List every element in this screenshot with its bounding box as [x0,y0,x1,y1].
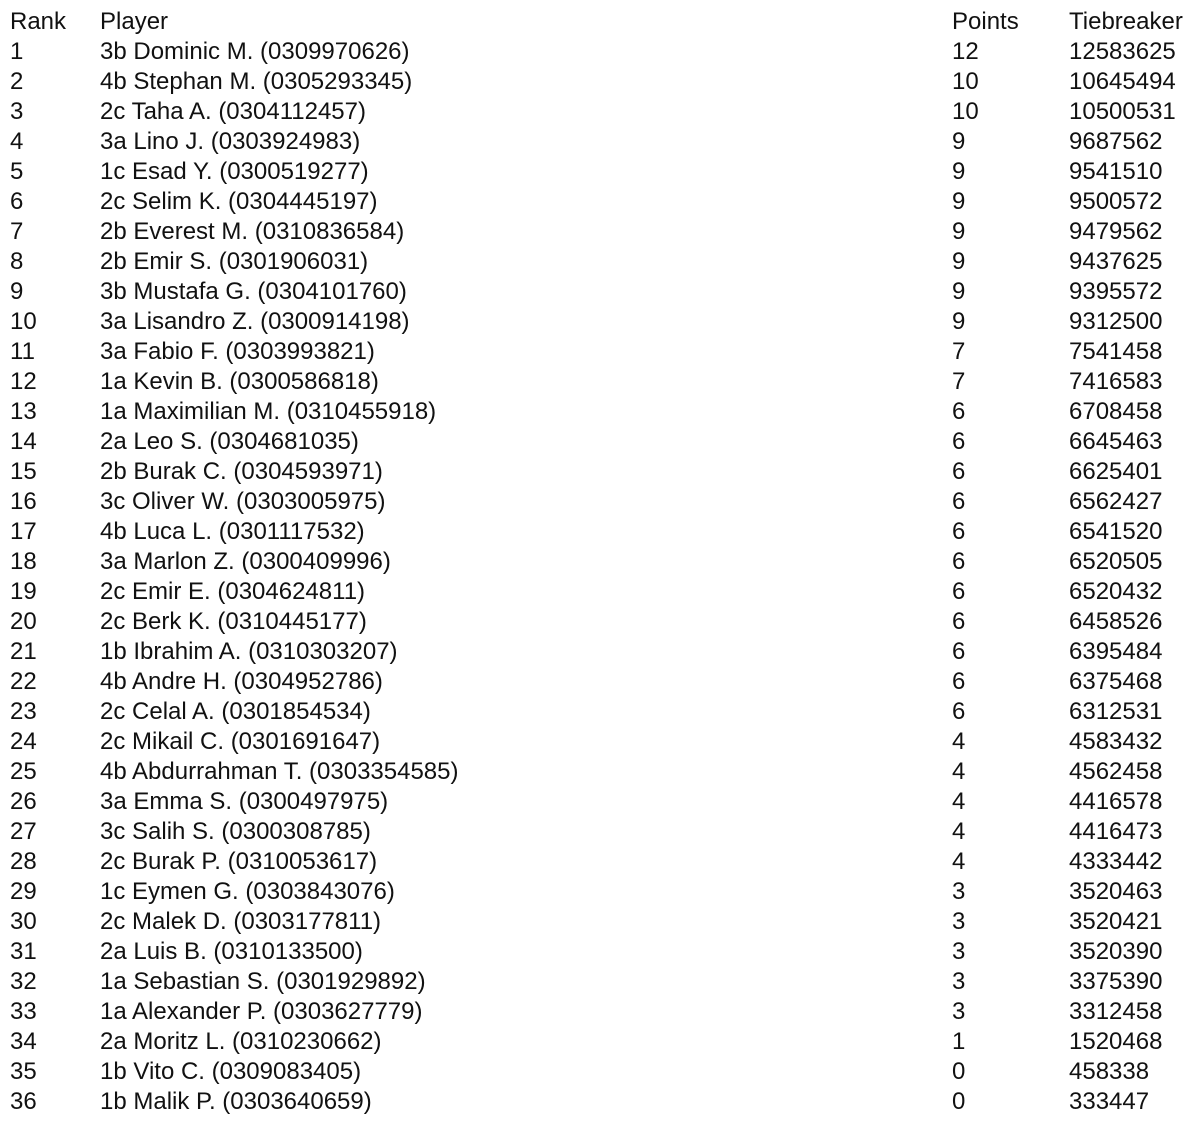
table-row [0,67,1200,97]
tiebreaker-cell: 3312458 [1069,998,1163,1025]
player-cell: 4b Andre H. (0304952786) [100,668,383,695]
tiebreaker-cell: 9500572 [1069,188,1163,215]
player-cell: 1a Alexander P. (0303627779) [100,998,423,1025]
points-cell: 6 [952,518,966,545]
table-row [0,877,1200,907]
tiebreaker-cell: 6395484 [1069,638,1163,665]
rank-cell: 25 [10,758,37,785]
table-row [0,217,1200,247]
table-row [0,787,1200,817]
player-cell: 1b Vito C. (0309083405) [100,1058,362,1085]
points-cell: 1 [952,1028,966,1055]
table-row [0,1087,1200,1117]
rank-cell: 10 [10,308,37,335]
table-row [0,487,1200,517]
points-cell: 4 [952,818,966,845]
points-cell: 9 [952,308,966,335]
points-cell: 3 [952,998,966,1025]
table-row [0,307,1200,337]
table-row [0,727,1200,757]
header-rank: Rank [10,8,67,35]
player-cell: 2b Emir S. (0301906031) [100,248,369,275]
tiebreaker-cell: 6625401 [1069,458,1163,485]
points-cell: 6 [952,488,966,515]
rank-cell: 30 [10,908,37,935]
table-row [0,517,1200,547]
points-cell: 9 [952,188,966,215]
tiebreaker-cell: 3520463 [1069,878,1163,905]
table-row [0,427,1200,457]
table-row [0,127,1200,157]
tiebreaker-cell: 12583625 [1069,38,1176,65]
rank-cell: 24 [10,728,37,755]
rank-cell: 36 [10,1088,37,1115]
rank-cell: 14 [10,428,37,455]
tiebreaker-cell: 6520505 [1069,548,1163,575]
table-row [0,817,1200,847]
table-row [0,337,1200,367]
points-cell: 9 [952,278,966,305]
player-cell: 2c Selim K. (0304445197) [100,188,378,215]
player-cell: 3a Lisandro Z. (0300914198) [100,308,410,335]
table-row [0,547,1200,577]
table-row [0,667,1200,697]
rank-cell: 29 [10,878,37,905]
rank-cell: 15 [10,458,37,485]
rank-cell: 5 [10,158,24,185]
points-cell: 7 [952,338,966,365]
tiebreaker-cell: 1520468 [1069,1028,1163,1055]
points-cell: 9 [952,218,966,245]
rank-cell: 20 [10,608,37,635]
player-cell: 1c Esad Y. (0300519277) [100,158,369,185]
tiebreaker-cell: 6541520 [1069,518,1163,545]
rank-cell: 33 [10,998,37,1025]
table-row [0,967,1200,997]
tiebreaker-cell: 4333442 [1069,848,1163,875]
tiebreaker-cell: 10500531 [1069,98,1176,125]
player-cell: 3a Emma S. (0300497975) [100,788,389,815]
player-cell: 2c Celal A. (0301854534) [100,698,371,725]
table-row [0,187,1200,217]
table-row [0,697,1200,727]
player-cell: 2a Leo S. (0304681035) [100,428,359,455]
points-cell: 10 [952,68,979,95]
points-cell: 9 [952,248,966,275]
player-cell: 2c Malek D. (0303177811) [100,908,382,935]
rank-cell: 13 [10,398,37,425]
table-row [0,637,1200,667]
player-cell: 1a Maximilian M. (0310455918) [100,398,437,425]
player-cell: 4b Stephan M. (0305293345) [100,68,413,95]
player-cell: 2c Emir E. (0304624811) [100,578,366,605]
table-row [0,367,1200,397]
table-row [0,937,1200,967]
rank-cell: 11 [10,338,35,365]
rank-cell: 23 [10,698,37,725]
tiebreaker-cell: 6520432 [1069,578,1163,605]
points-cell: 6 [952,608,966,635]
points-cell: 6 [952,638,966,665]
player-cell: 1a Sebastian S. (0301929892) [100,968,426,995]
tiebreaker-cell: 4416473 [1069,818,1163,845]
tiebreaker-cell: 6312531 [1069,698,1163,725]
points-cell: 3 [952,968,966,995]
points-cell: 6 [952,578,966,605]
rank-cell: 6 [10,188,24,215]
player-cell: 2b Burak C. (0304593971) [100,458,383,485]
points-cell: 6 [952,398,966,425]
tiebreaker-cell: 3520390 [1069,938,1163,965]
rank-cell: 27 [10,818,37,845]
table-header-row [0,7,1200,37]
rank-cell: 34 [10,1028,37,1055]
points-cell: 4 [952,788,966,815]
tiebreaker-cell: 6645463 [1069,428,1163,455]
points-cell: 6 [952,458,966,485]
points-cell: 6 [952,698,966,725]
tiebreaker-cell: 9479562 [1069,218,1163,245]
rank-cell: 32 [10,968,37,995]
tiebreaker-cell: 4562458 [1069,758,1163,785]
header-points: Points [952,8,1019,35]
table-row [0,997,1200,1027]
rank-cell: 17 [10,518,37,545]
rank-cell: 9 [10,278,24,305]
player-cell: 1b Ibrahim A. (0310303207) [100,638,398,665]
tiebreaker-cell: 7541458 [1069,338,1163,365]
tiebreaker-cell: 4416578 [1069,788,1163,815]
points-cell: 4 [952,848,966,875]
rank-cell: 12 [10,368,37,395]
player-cell: 2a Moritz L. (0310230662) [100,1028,382,1055]
rank-cell: 3 [10,98,24,125]
player-cell: 3b Dominic M. (0309970626) [100,38,410,65]
player-cell: 1a Kevin B. (0300586818) [100,368,379,395]
tiebreaker-cell: 6562427 [1069,488,1163,515]
player-cell: 2a Luis B. (0310133500) [100,938,363,965]
tiebreaker-cell: 3375390 [1069,968,1163,995]
points-cell: 6 [952,548,966,575]
table-row [0,157,1200,187]
tiebreaker-cell: 6375468 [1069,668,1163,695]
player-cell: 1c Eymen G. (0303843076) [100,878,395,905]
table-row [0,577,1200,607]
points-cell: 3 [952,878,966,905]
points-cell: 4 [952,758,966,785]
table-row [0,847,1200,877]
points-cell: 6 [952,428,966,455]
points-cell: 12 [952,38,979,65]
points-cell: 10 [952,98,979,125]
rank-cell: 28 [10,848,37,875]
points-cell: 6 [952,668,966,695]
rank-cell: 22 [10,668,37,695]
player-cell: 4b Abdurrahman T. (0303354585) [100,758,459,785]
rank-cell: 7 [10,218,24,245]
tiebreaker-cell: 4583432 [1069,728,1163,755]
table-row [0,1057,1200,1087]
player-cell: 2c Berk K. (0310445177) [100,608,367,635]
tiebreaker-cell: 7416583 [1069,368,1163,395]
points-cell: 9 [952,158,966,185]
player-cell: 3c Salih S. (0300308785) [100,818,371,845]
header-player: Player [100,8,169,35]
points-cell: 3 [952,938,966,965]
table-row [0,277,1200,307]
points-cell: 7 [952,368,966,395]
tiebreaker-cell: 6708458 [1069,398,1163,425]
player-cell: 2b Everest M. (0310836584) [100,218,405,245]
table-row [0,247,1200,277]
points-cell: 4 [952,728,966,755]
player-cell: 2c Mikail C. (0301691647) [100,728,381,755]
player-cell: 3a Marlon Z. (0300409996) [100,548,391,575]
tiebreaker-cell: 333447 [1069,1088,1150,1115]
rank-cell: 8 [10,248,24,275]
player-cell: 3a Lino J. (0303924983) [100,128,361,155]
rank-cell: 1 [10,38,24,65]
standings-table [0,7,1200,1117]
tiebreaker-cell: 9541510 [1069,158,1163,185]
player-cell: 3c Oliver W. (0303005975) [100,488,386,515]
tiebreaker-cell: 9312500 [1069,308,1163,335]
points-cell: 3 [952,908,966,935]
rank-cell: 18 [10,548,37,575]
rank-cell: 2 [10,68,24,95]
rank-cell: 26 [10,788,37,815]
tiebreaker-cell: 6458526 [1069,608,1163,635]
table-row [0,757,1200,787]
points-cell: 9 [952,128,966,155]
tiebreaker-cell: 10645494 [1069,68,1176,95]
rank-cell: 35 [10,1058,37,1085]
player-cell: 1b Malik P. (0303640659) [100,1088,372,1115]
tiebreaker-cell: 458338 [1069,1058,1150,1085]
table-row [0,1027,1200,1057]
player-cell: 2c Burak P. (0310053617) [100,848,378,875]
table-row [0,97,1200,127]
points-cell: 0 [952,1058,966,1085]
tiebreaker-cell: 9437625 [1069,248,1163,275]
table-row [0,607,1200,637]
rank-cell: 21 [10,638,37,665]
rank-cell: 19 [10,578,37,605]
player-cell: 3a Fabio F. (0303993821) [100,338,375,365]
table-row [0,397,1200,427]
player-cell: 2c Taha A. (0304112457) [100,98,366,125]
points-cell: 0 [952,1088,966,1115]
rank-cell: 31 [10,938,37,965]
player-cell: 3b Mustafa G. (0304101760) [100,278,407,305]
player-cell: 4b Luca L. (0301117532) [100,518,365,545]
header-tiebreaker: Tiebreaker [1069,8,1183,35]
rank-cell: 4 [10,128,24,155]
tiebreaker-cell: 9687562 [1069,128,1163,155]
table-row [0,907,1200,937]
table-body [0,37,1200,1117]
table-row [0,457,1200,487]
table-row [0,37,1200,67]
rank-cell: 16 [10,488,37,515]
tiebreaker-cell: 9395572 [1069,278,1163,305]
tiebreaker-cell: 3520421 [1069,908,1163,935]
